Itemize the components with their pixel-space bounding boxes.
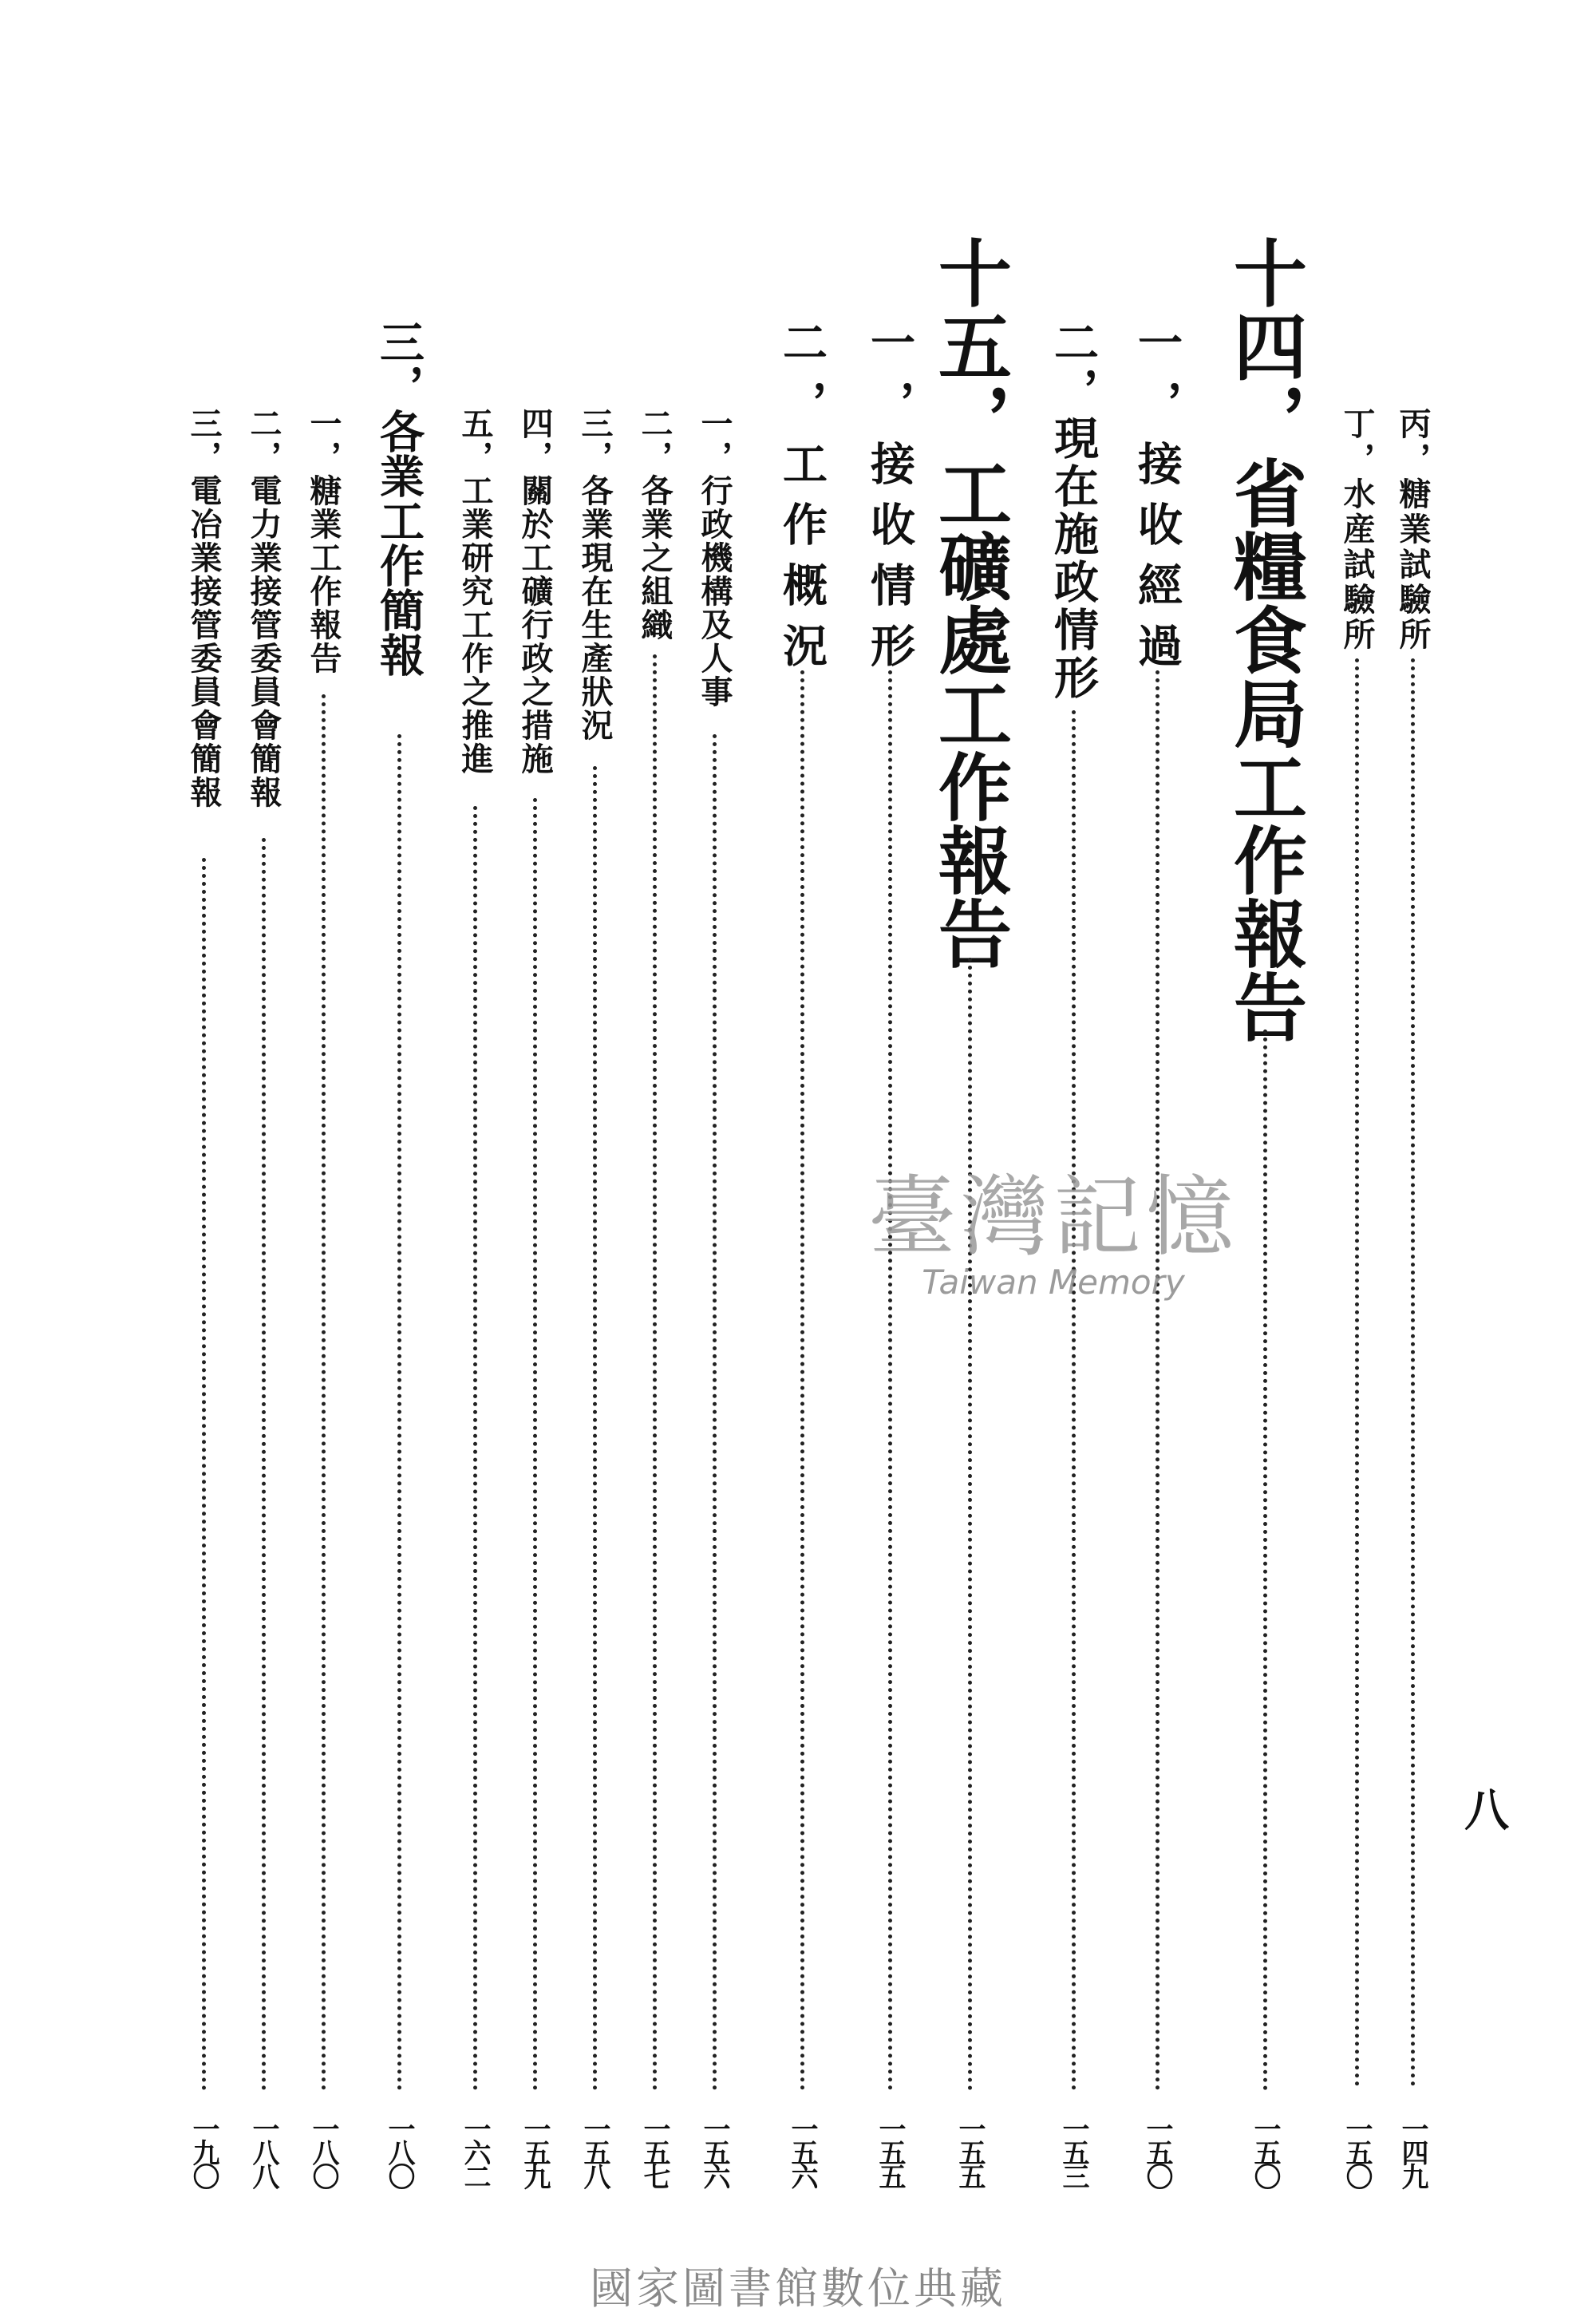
leader-dots [262,838,266,2091]
toc-entry-label: 三，各業工作簡報 [373,319,425,677]
toc-page-number: 一四九 [1396,2115,1428,2187]
toc-page-number: 一八八 [247,2115,279,2187]
leader-dots [593,766,597,2091]
toc-page-number: 一五九 [519,2115,551,2187]
toc-entry [239,0,287,2314]
toc-section-title: 十五，工礦處工作報告 [926,235,1013,970]
leader-dots [1072,710,1076,2091]
toc-page-number: 一五〇 [1341,2115,1373,2187]
toc-entry [630,0,678,2314]
watermark-english: Taiwan Memory [922,1263,1185,1302]
footer-credit: 國家圖書館數位典藏 [590,2263,1006,2314]
toc-entry [1333,0,1381,2314]
leader-dots [397,734,401,2091]
toc-page-number: 一六二 [459,2115,491,2187]
toc-page-number: 一五五 [954,2115,986,2187]
leader-dots [888,670,892,2091]
leader-dots [473,806,477,2091]
toc-section-heading [1217,0,1313,2314]
toc-entry [1125,0,1189,2314]
toc-entry-label: 一，接收情形 [863,319,916,683]
toc-page-number: 一五六 [786,2115,818,2187]
toc-page-number: 一五〇 [1249,2115,1281,2187]
leader-dots [202,858,206,2091]
toc-page-number: 一八〇 [307,2115,339,2187]
leader-dots [533,798,537,2091]
toc-entry-label: 二，現在施政情形 [1047,319,1100,702]
toc-entry [451,0,499,2314]
toc-entry [858,0,922,2314]
toc-entry-label: 一，糖業工作報告 [305,407,342,675]
toc-entry-label: 四，關於工礦行政之措施 [516,407,554,776]
toc-entry-label: 三，各業現在生產狀況 [576,407,614,742]
leader-dots [322,694,326,2091]
toc-entry-label: 五，工業研究工作之推進 [456,407,494,776]
toc-entry [1041,0,1105,2314]
toc-entry [180,0,227,2314]
leader-dots [713,734,717,2091]
toc-entry-label: 丁，水産試驗所 [1338,407,1376,653]
toc-entry-label: 二，各業之組織 [636,407,674,642]
toc-entry [770,0,834,2314]
toc-entry-label: 丙，糖業試驗所 [1394,407,1432,653]
toc-entry [367,0,431,2314]
toc-entry-label: 一，接收經過 [1131,319,1183,683]
toc-entry [690,0,738,2314]
toc-entry-label: 三，電冶業接管委員會簡報 [185,407,223,809]
page-number: 八 [1464,1784,1509,1837]
toc-page-number: 一五八 [579,2115,610,2187]
toc-entry-label: 一，行政機構及人事 [696,407,733,709]
toc-entry [511,0,559,2314]
watermark-chinese: 臺灣記憶 [868,1166,1238,1268]
toc-entry [571,0,618,2314]
toc-page-number: 一五六 [698,2115,730,2187]
toc-section-title: 十四，省糧食局工作報告 [1222,235,1308,1043]
leader-dots [1411,658,1415,2087]
toc-page-number: 一九〇 [188,2115,219,2187]
toc-entry [299,0,347,2314]
toc-section-heading [922,0,1017,2314]
toc-entry-label: 二，電力業接管委員會簡報 [245,407,282,809]
toc-page-number: 一五〇 [1141,2115,1173,2187]
leader-dots [1156,670,1159,2091]
leader-dots [653,654,657,2091]
leader-dots [1355,658,1359,2087]
watermark [798,1166,1309,1302]
toc-page-number: 一五五 [874,2115,906,2187]
toc-page-number: 一五三 [1057,2115,1089,2187]
toc-entry-label: 二，工作概況 [776,319,828,683]
toc-entry [1389,0,1436,2314]
leader-dots [968,958,972,2091]
toc-page-number: 一八〇 [383,2115,415,2187]
leader-dots [800,670,804,2091]
toc-page-number: 一五七 [638,2115,670,2187]
